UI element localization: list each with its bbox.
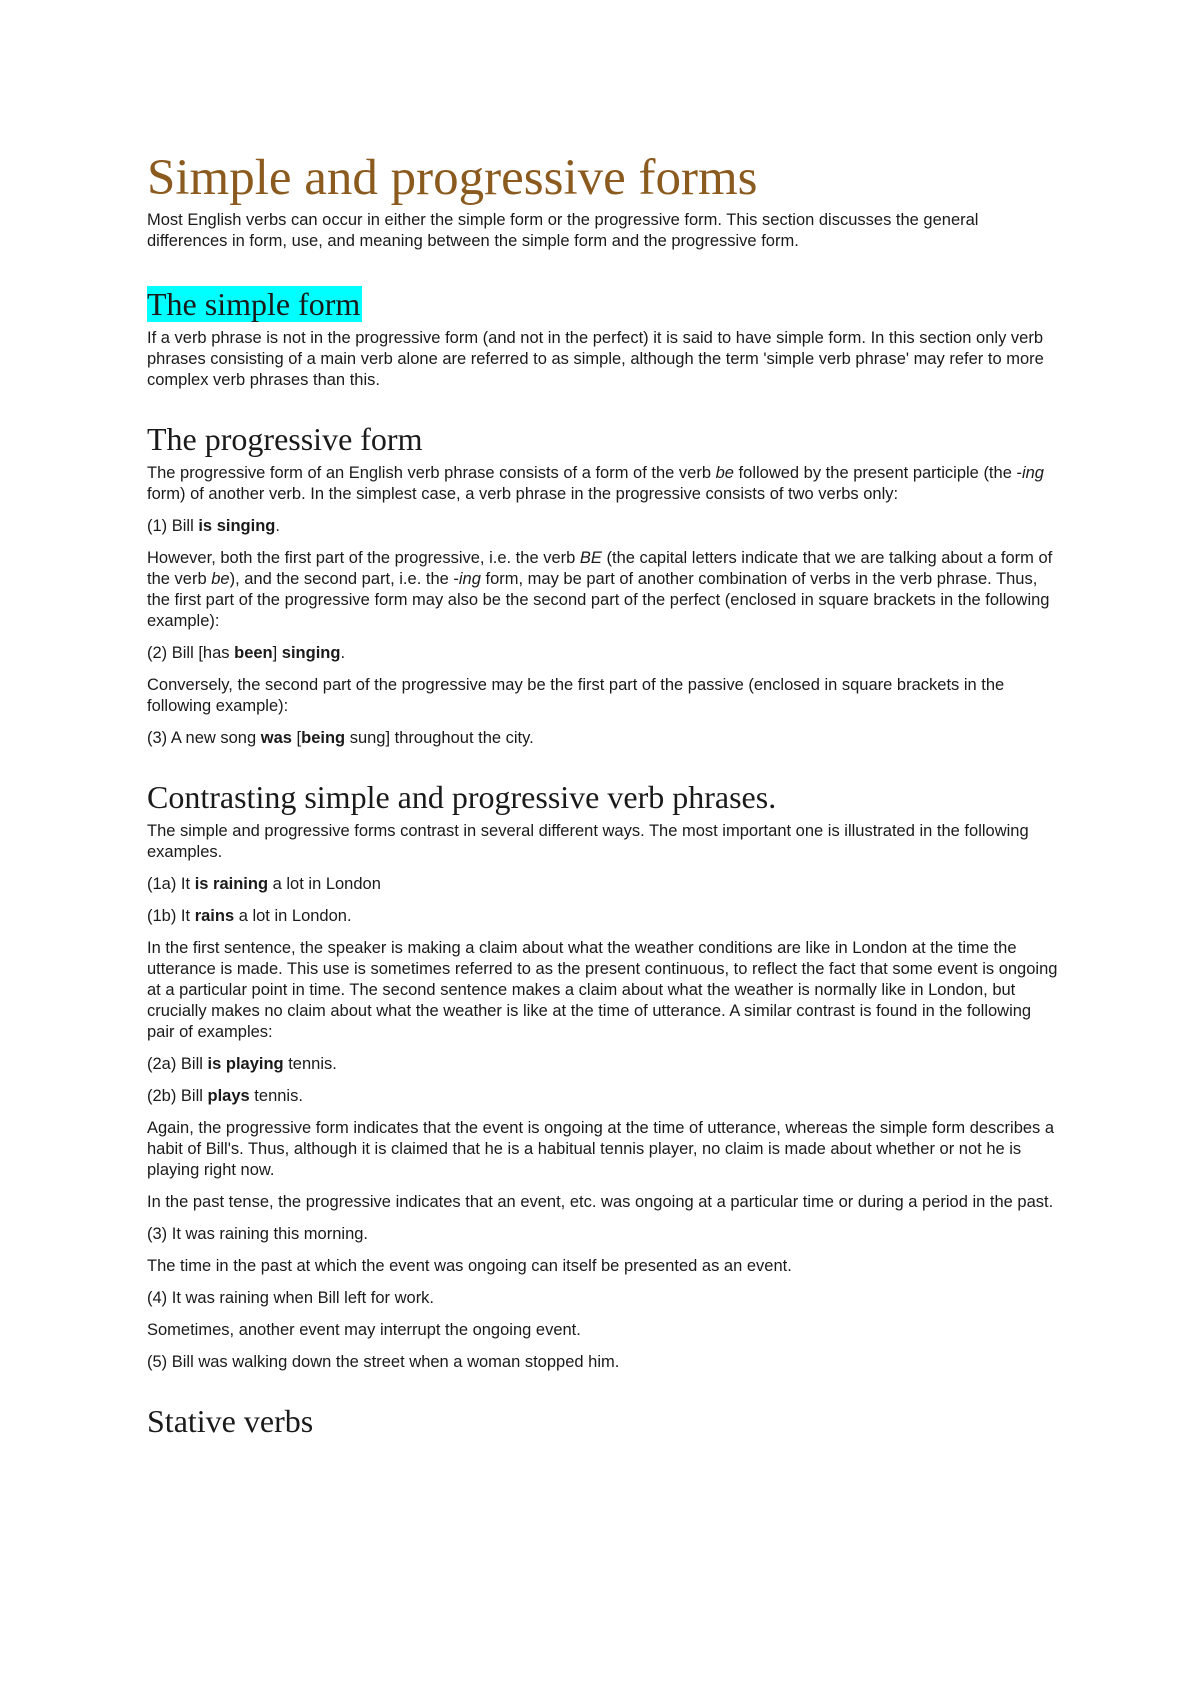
section-stative-verbs bbox=[147, 1401, 1062, 1441]
section-simple-form bbox=[147, 284, 1062, 391]
example-1b: (1b) It rains a lot in London. bbox=[147, 907, 352, 925]
highlighted-heading-text: The simple form bbox=[147, 286, 361, 322]
section-contrasting bbox=[147, 777, 1062, 1373]
progressive-paragraph-2: However, both the first part of the progressive, i.e. the verb BE (the capital letters indicate that we are talking about a form of the verb be), and the second part, i.e. the -ing form, may be part of another combination of verbs in the verb phrase. Thus, the first part of the progressive form may also be the second part of the perfect (enclosed in square brackets in the following example): bbox=[147, 549, 1053, 630]
document-page bbox=[147, 150, 1062, 1445]
progressive-paragraph-3: Conversely, the second part of the progressive may be the first part of the passive (enclosed in square brackets in the following example): bbox=[147, 676, 1005, 715]
heading-simple-form bbox=[147, 284, 1062, 324]
heading-progressive-form: The progressive form bbox=[147, 421, 423, 457]
example-1a: (1a) It is raining a lot in London bbox=[147, 875, 381, 893]
example-4: (4) It was raining when Bill left for work. bbox=[147, 1289, 435, 1307]
example-3-past: (3) It was raining this morning. bbox=[147, 1225, 369, 1243]
contrast-paragraph-6: Sometimes, another event may interrupt the ongoing event. bbox=[147, 1321, 581, 1339]
example-2b: (2b) Bill plays tennis. bbox=[147, 1087, 303, 1105]
example-1: (1) Bill is singing. bbox=[147, 517, 280, 535]
example-5: (5) Bill was walking down the street when a woman stopped him. bbox=[147, 1353, 620, 1371]
contrast-paragraph-4: In the past tense, the progressive indicates that an event, etc. was ongoing at a particular time or during a period in the past. bbox=[147, 1193, 1054, 1211]
progressive-paragraph-1: The progressive form of an English verb phrase consists of a form of the verb be followed by the present participle (the -ing form) of another verb. In the simplest case, a verb phrase in the progressive consists of two verbs only: bbox=[147, 464, 1044, 503]
section-progressive-form bbox=[147, 419, 1062, 749]
contrast-paragraph-3: Again, the progressive form indicates that the event is ongoing at the time of utterance, whereas the simple form describes a habit of Bill's. Thus, although it is claimed that he is a habitual tennis player, no claim is made about whether or not he is playing right now. bbox=[147, 1119, 1055, 1179]
example-2: (2) Bill [has been] singing. bbox=[147, 644, 346, 662]
page-title: Simple and progressive forms bbox=[147, 150, 758, 206]
contrast-paragraph-2: In the first sentence, the speaker is making a claim about what the weather conditions are like in London at the time the utterance is made. This use is sometimes referred to as the present continuous, to reflect the fact that some event is ongoing at a particular point in time. The second sentence makes a claim about what the weather is normally like in London, but crucially makes no claim about what the weather is like at the time of utterance. A similar contrast is found in the following pair of examples: bbox=[147, 939, 1058, 1041]
contrast-paragraph-5: The time in the past at which the event was ongoing can itself be presented as an event. bbox=[147, 1257, 792, 1275]
example-2a: (2a) Bill is playing tennis. bbox=[147, 1055, 337, 1073]
intro-paragraph: Most English verbs can occur in either the simple form or the progressive form. This section discusses the general differences in form, use, and meaning between the simple form and the progressive form. bbox=[147, 211, 979, 250]
heading-stative-verbs: Stative verbs bbox=[147, 1403, 314, 1439]
contrast-paragraph-1: The simple and progressive forms contrast in several different ways. The most important one is illustrated in the following examples. bbox=[147, 822, 1029, 861]
heading-contrasting: Contrasting simple and progressive verb phrases. bbox=[147, 779, 777, 815]
example-3: (3) A new song was [being sung] throughout the city. bbox=[147, 729, 534, 747]
simple-paragraph: If a verb phrase is not in the progressive form (and not in the perfect) it is said to have simple form. In this section only verb phrases consisting of a main verb alone are referred to as simple, although the term 'simple verb phrase' may refer to more complex verb phrases than this. bbox=[147, 329, 1044, 389]
